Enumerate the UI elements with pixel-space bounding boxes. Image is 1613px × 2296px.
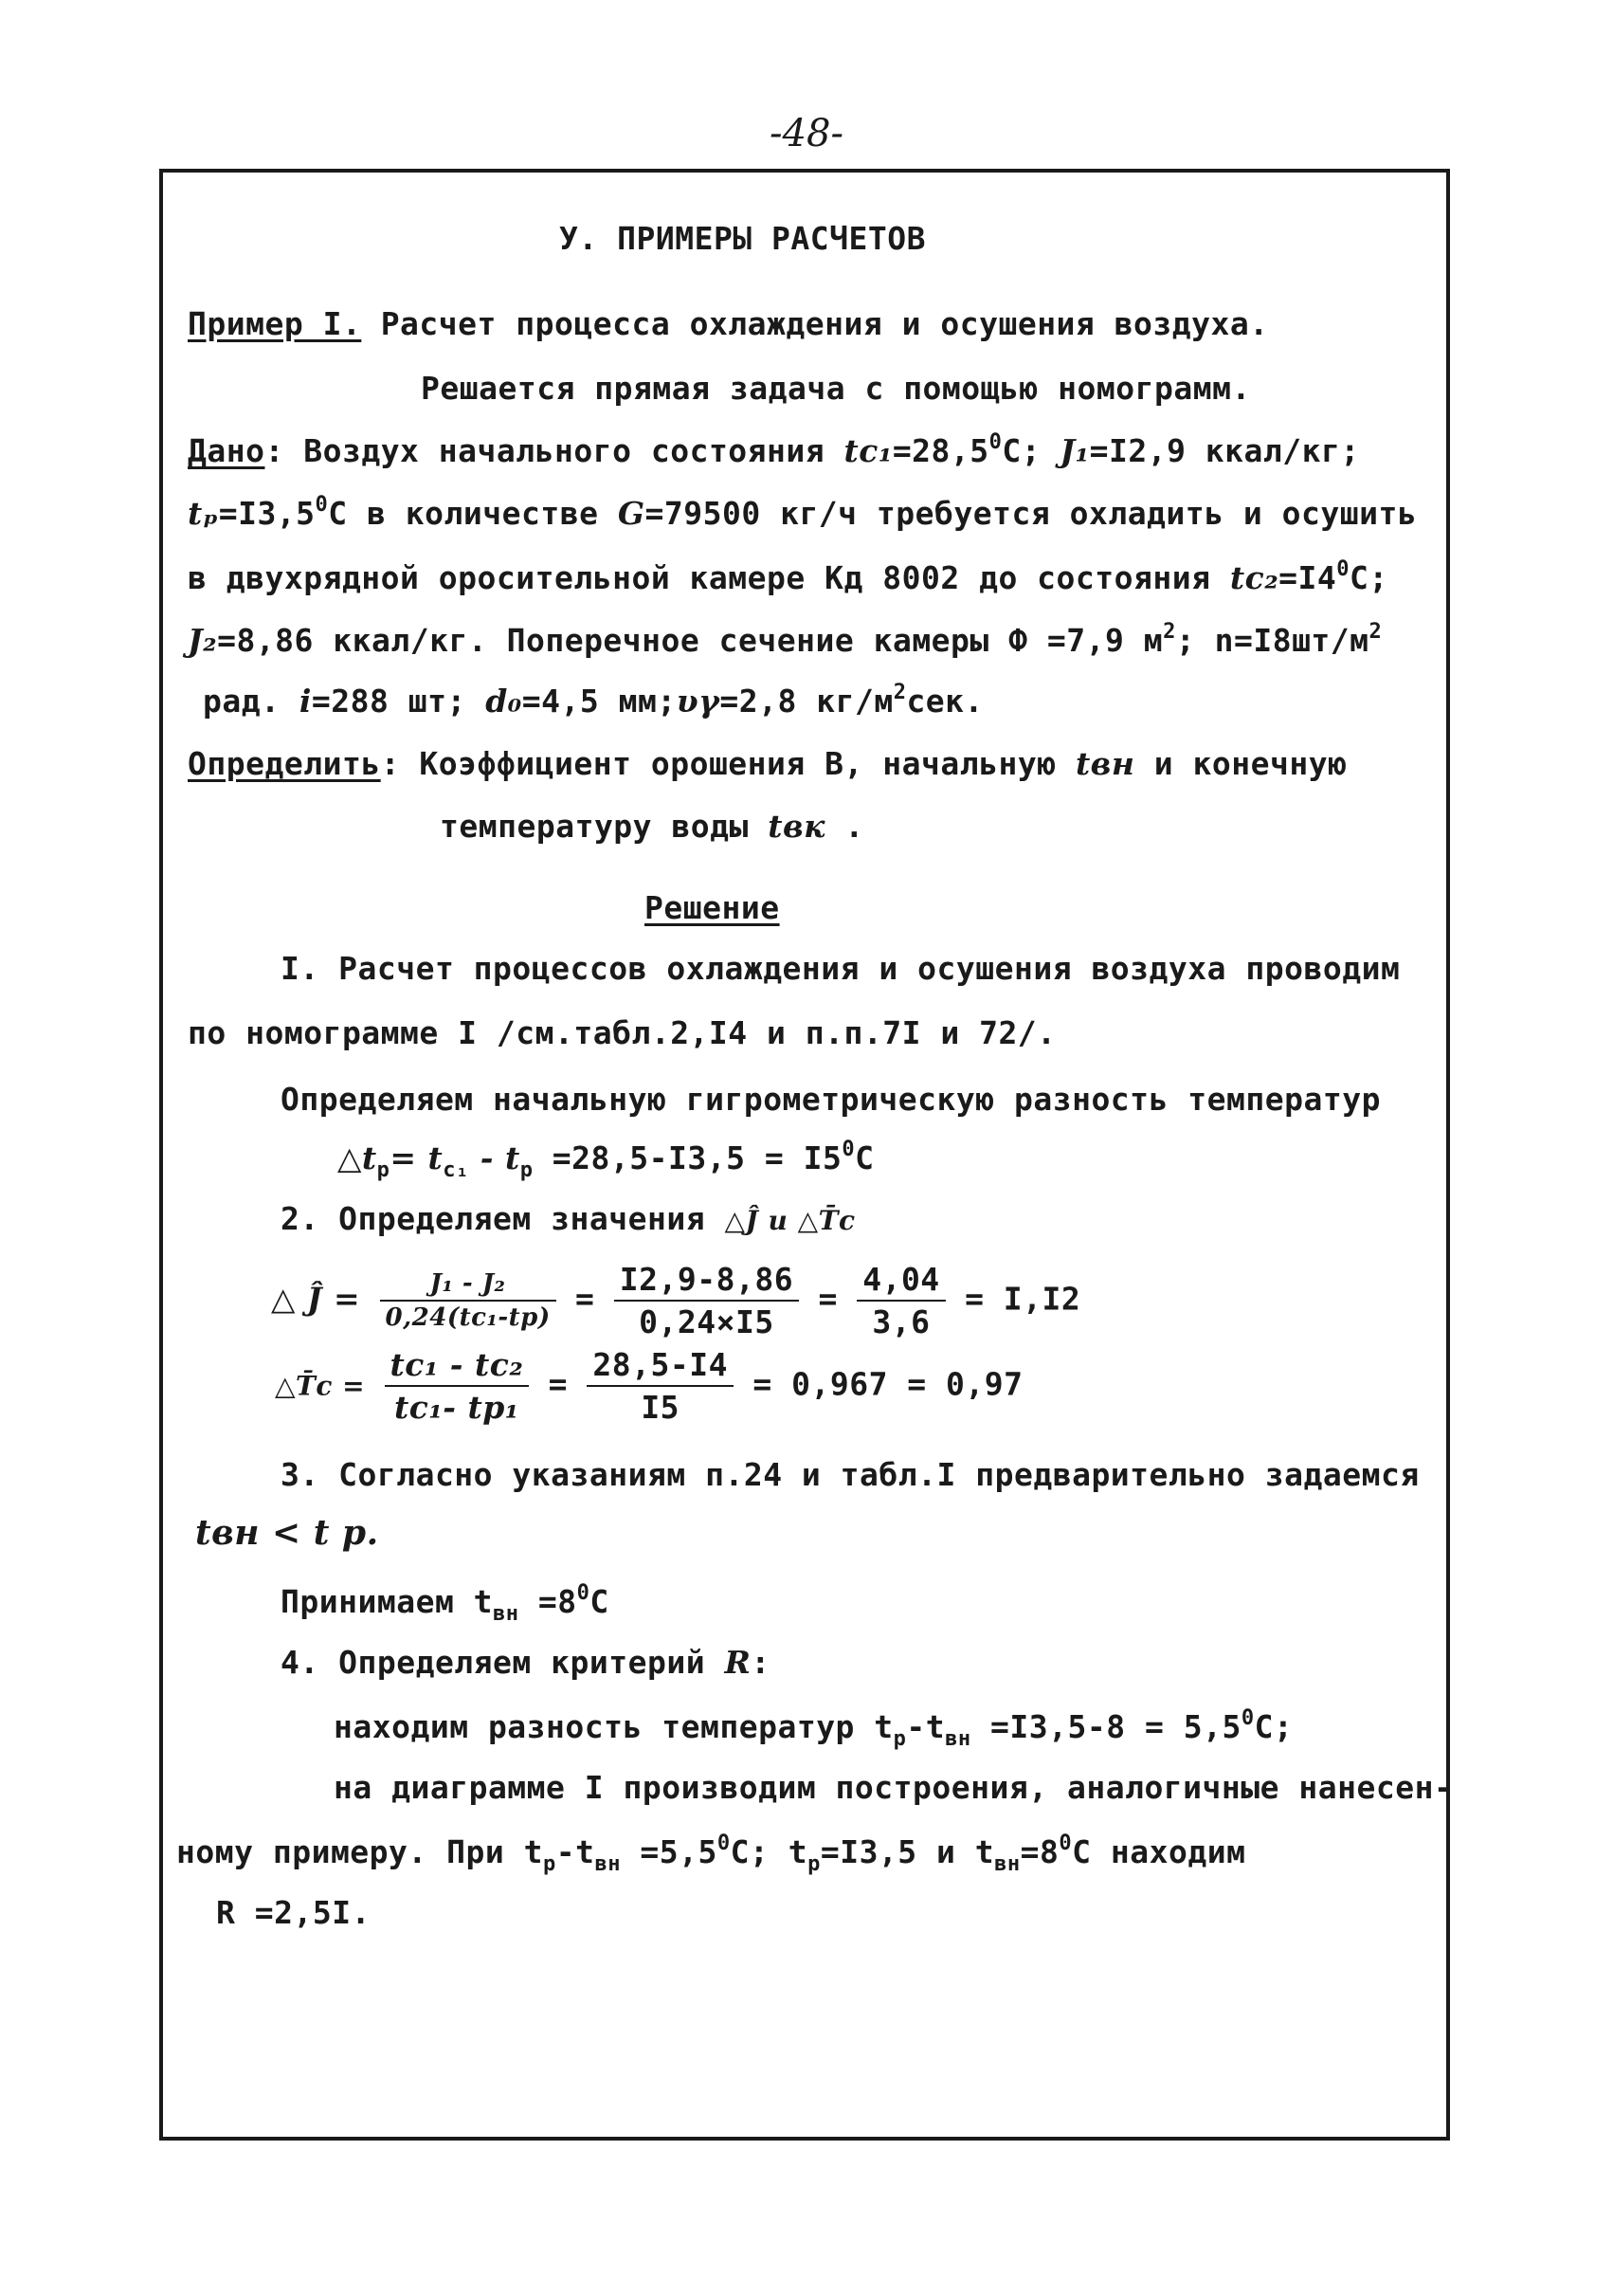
determine-label: Определить [188, 745, 381, 782]
dj-num-1: J₁ - J₂ [380, 1269, 556, 1302]
step-text: Принимаем t [281, 1583, 494, 1620]
eq-sub: р [543, 1852, 556, 1876]
given-label: Дано [188, 432, 265, 469]
eq-sub: c₁ [443, 1158, 469, 1182]
eq-sign: = [548, 1365, 588, 1403]
given-text: C в количестве [328, 495, 618, 532]
example-heading [188, 305, 1269, 342]
given-value: =28,5 [892, 432, 989, 469]
dj-den-1: 0,24(tc₁-tp) [385, 1303, 551, 1332]
degree-mark: 0 [1336, 557, 1350, 581]
eq-part: =28,5-I3,5 = I5 [533, 1139, 843, 1176]
step-text: =5,5 [621, 1833, 717, 1870]
given-value: =2,8 кг/м [719, 683, 894, 720]
given-line-3 [188, 557, 1388, 596]
step4-line-1 [281, 1644, 770, 1681]
determine-text: . [825, 808, 864, 845]
symbol-tc1: tc₁ [843, 432, 893, 469]
step-text: 2. Определяем значения [281, 1200, 725, 1237]
determine-text: температуру воды [440, 808, 769, 845]
given-value: =288 шт; [311, 683, 486, 720]
criterion-r: R [724, 1644, 752, 1681]
given-text: ; n=I8шт/м [1175, 622, 1369, 659]
step-text: находим разность температур t [334, 1708, 894, 1745]
step3-line-3 [281, 1581, 609, 1626]
dj-fraction-3 [857, 1261, 945, 1340]
eq-part: - t [468, 1139, 520, 1176]
symbol-vy: υγ [676, 683, 720, 720]
given-value: =4,5 мм; [521, 683, 677, 720]
eq-sign: = [818, 1280, 858, 1318]
dt-result: = 0,967 = 0,97 [752, 1365, 1024, 1403]
dj-num-3: 4,04 [857, 1261, 945, 1302]
step3-line-1: 3. Согласно указаниям п.24 и табл.I предварительно задаемся [281, 1456, 1420, 1493]
dt-den-1: tc₁- tp₁ [394, 1389, 519, 1426]
dj-den-3: 3,6 [872, 1303, 931, 1340]
step-text: C находим [1072, 1833, 1246, 1870]
dt-num-1: tc₁ - tc₂ [385, 1346, 530, 1387]
step4-result: R =2,5I. [216, 1894, 371, 1931]
dj-num-2: I2,9-8,86 [614, 1261, 799, 1302]
eq-sub: вн [994, 1852, 1021, 1876]
given-value: =I2,9 ккал/кг; [1089, 432, 1360, 469]
square-mark: 2 [893, 681, 907, 704]
symbol-j1: J₁ [1060, 432, 1090, 469]
section-title: У. ПРИМЕРЫ РАСЧЕТОВ [559, 220, 926, 257]
given-value: =I3,5 [218, 495, 316, 532]
step-text: =I3,5-8 = 5,5 [970, 1708, 1241, 1745]
step-text: ному примеру. При t [176, 1833, 543, 1870]
symbol-d0: d₀ [485, 683, 522, 720]
dj-den-2: 0,24×I5 [639, 1303, 774, 1340]
degree-mark: 0 [576, 1581, 590, 1605]
step1-equation [337, 1138, 874, 1182]
symbol-tbk: tвк [768, 808, 826, 845]
step-text: : [751, 1644, 770, 1681]
eq-part: C [855, 1139, 875, 1176]
given-line-4 [188, 620, 1382, 659]
degree-mark: 0 [1241, 1706, 1255, 1730]
degree-mark: 0 [988, 430, 1003, 454]
eq-part: △t [337, 1139, 377, 1176]
step1-line-2: по номограмме I /см.табл.2,I4 и п.п.7I и 72/. [188, 1014, 1057, 1051]
given-unit: сек. [906, 683, 984, 720]
step1-line-3: Определяем начальную гигрометрическую разность температур [281, 1081, 1381, 1118]
eq-sub: р [376, 1158, 390, 1182]
given-line-1 [188, 430, 1360, 469]
solution-title: Решение [644, 889, 780, 926]
given-text: : Воздух начального состояния [264, 432, 844, 469]
determine-line-1 [188, 745, 1347, 782]
step3-line-2: tвн < t р. [195, 1513, 379, 1553]
eq-sub: вн [493, 1602, 519, 1626]
determine-text: и конечную [1134, 745, 1348, 782]
step-text: C; [1254, 1708, 1294, 1745]
eq-sign: = [575, 1280, 595, 1318]
step4-line-2 [334, 1706, 1293, 1751]
determine-line-2 [440, 808, 864, 845]
dj-label: △ Ĵ = [271, 1280, 361, 1318]
dt-num-2: 28,5-I4 [587, 1346, 734, 1387]
given-text: =79500 кг/ч требуется охладить и осушить [644, 495, 1418, 532]
square-mark: 2 [1163, 620, 1176, 644]
dt-den-2: I5 [641, 1389, 680, 1426]
dt-fraction-1 [385, 1346, 530, 1426]
step-text: -t [906, 1708, 946, 1745]
step4-line-4 [176, 1831, 1245, 1876]
example-subtitle: Решается прямая задача с помощью номограмм. [421, 370, 1251, 407]
delta-t-equation [275, 1346, 1024, 1426]
example-title: Расчет процесса охлаждения и осушения воздуха. [380, 305, 1269, 342]
symbol-tc2: tc₂ [1229, 559, 1279, 596]
eq-sub: вн [945, 1727, 971, 1751]
given-line-5 [203, 681, 984, 720]
degree-mark: 0 [315, 493, 329, 517]
given-text: =8,86 ккал/кг. Поперечное сечение камеры Ф =7,9 м [217, 622, 1164, 659]
eq-sub: р [519, 1158, 534, 1182]
eq-sub: р [807, 1852, 821, 1876]
symbol-tp: tₚ [188, 495, 219, 532]
symbol-i: i [299, 683, 312, 720]
step-text: =8 [1020, 1833, 1060, 1870]
step-text: 4. Определяем критерий [281, 1644, 725, 1681]
given-unit: C; [1350, 559, 1388, 596]
symbol-tbn: tвн [1075, 745, 1135, 782]
eq-sub: вн [594, 1852, 621, 1876]
step-text: C; t [730, 1833, 808, 1870]
eq-part: = t [390, 1139, 444, 1176]
step1-line-1: I. Расчет процессов охлаждения и осушения воздуха проводим [281, 950, 1401, 987]
given-text: рад. [203, 683, 299, 720]
step-text: =I3,5 и t [820, 1833, 995, 1870]
dt-fraction-2 [587, 1346, 734, 1426]
page-number: -48- [770, 112, 843, 155]
eq-sub: р [893, 1727, 907, 1751]
given-text: в двухрядной оросительной камере Кд 8002 до состояния [188, 559, 1230, 596]
delta-j-equation [271, 1261, 1080, 1340]
step-text: -t [555, 1833, 595, 1870]
given-unit: C; [1002, 432, 1060, 469]
given-line-2 [188, 493, 1417, 532]
dj-fraction-2 [614, 1261, 799, 1340]
dt-label: △T̄c = [275, 1370, 366, 1402]
step4-line-3: на диаграмме I производим построения, аналогичные нанесен- [334, 1769, 1454, 1806]
step-symbols: △Ĵ и △T̄c [724, 1205, 856, 1236]
determine-text: : Коэффициент орошения В, начальную [380, 745, 1076, 782]
dj-result: = I,I2 [965, 1280, 1081, 1318]
degree-mark: 0 [1059, 1831, 1073, 1855]
step-text: =8 [518, 1583, 577, 1620]
degree-mark: 0 [716, 1831, 731, 1855]
dj-fraction-1 [380, 1269, 556, 1332]
symbol-j2: J₂ [188, 622, 218, 659]
square-mark: 2 [1368, 620, 1383, 644]
given-value: =I4 [1278, 559, 1337, 596]
step-text: C [589, 1583, 609, 1620]
example-label: Пример I. [188, 305, 362, 342]
symbol-g: G [617, 495, 645, 532]
step2-line-1 [281, 1200, 856, 1237]
degree-mark: 0 [842, 1138, 856, 1161]
